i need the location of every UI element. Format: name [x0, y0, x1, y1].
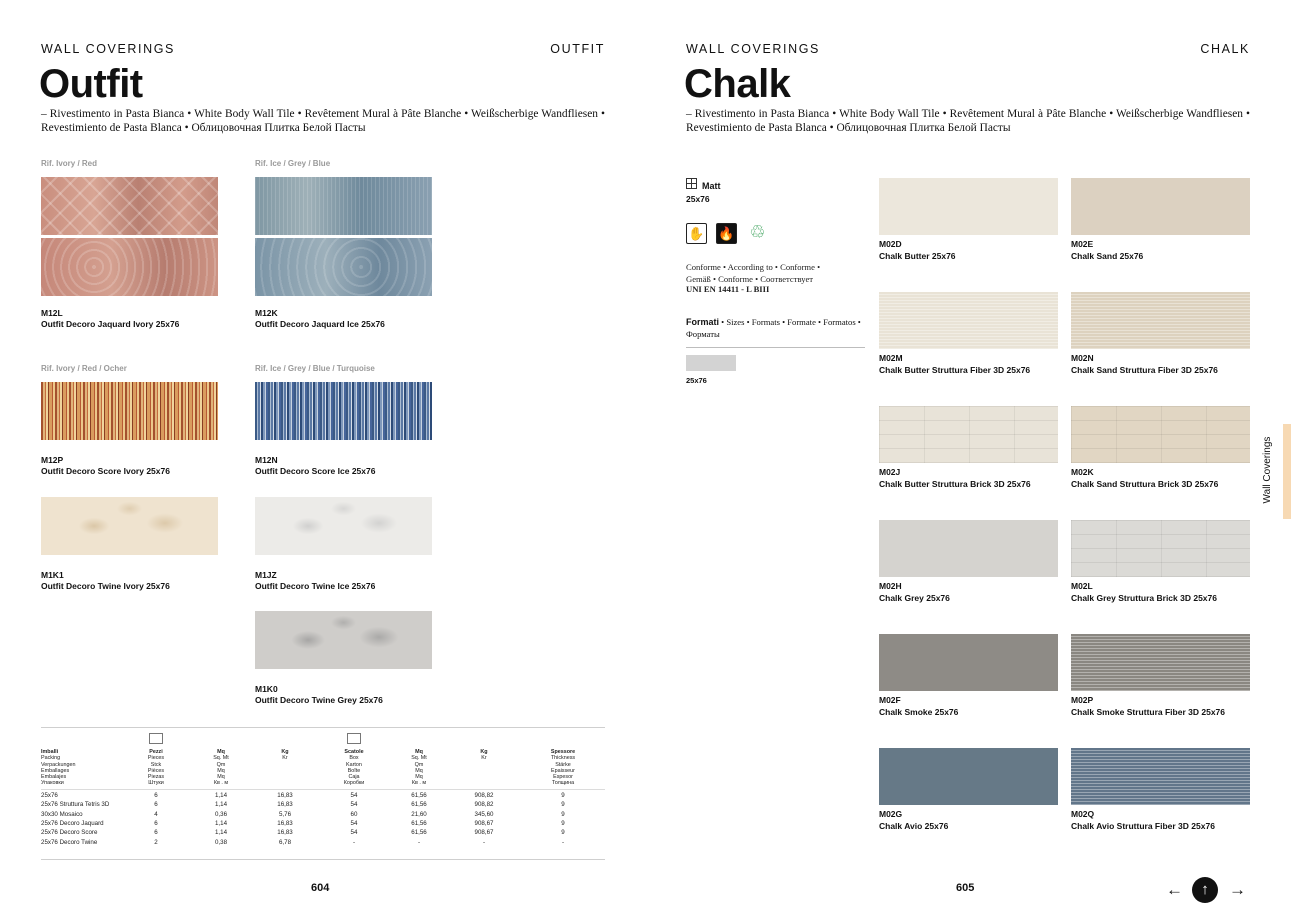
product-name: Chalk Sand Struttura Brick 3D 25x76	[1071, 479, 1219, 489]
page-outfit	[41, 0, 605, 920]
table-cell: 0,36	[214, 810, 228, 818]
product-name: Outfit Decoro Twine Ice 25x76	[255, 581, 376, 591]
table-header-packing: Imballi Packing Verpackungen Emballages Embalajes Упаковки	[41, 749, 76, 787]
table-cell: 25x76 Decoro Score	[41, 829, 98, 837]
product-code: M02D	[879, 239, 902, 249]
table-cell: 16,83	[277, 801, 293, 809]
table-cell: 6	[154, 829, 158, 837]
table-cell: -	[482, 838, 486, 846]
table-cell: 25x76 Struttura Tetris 3D	[41, 801, 110, 809]
table-cell: 9	[561, 810, 565, 818]
tile-swatch	[1071, 748, 1250, 805]
table-cell: 61,56	[411, 829, 427, 837]
tile-swatch	[1071, 292, 1250, 349]
page-chalk	[686, 0, 1250, 920]
table-cell: 6	[154, 819, 158, 827]
product-code: M12P	[41, 455, 64, 465]
divider	[41, 859, 605, 860]
table-header-kg: Kg Kr	[281, 749, 289, 762]
norm-text: UNI EN 14411 - L BIII	[686, 284, 770, 294]
product-code: M02Q	[1071, 809, 1095, 819]
table-cell: 908,82	[474, 792, 494, 799]
tile-swatch	[41, 382, 218, 440]
product-name: Chalk Grey Struttura Brick 3D 25x76	[1071, 593, 1217, 603]
tile-swatch	[255, 382, 432, 440]
product-name: Outfit Decoro Twine Grey 25x76	[255, 695, 383, 705]
product-name: Chalk Avio 25x76	[879, 821, 949, 831]
table-header-sqm: Mq Sq. Mt Qm Mq Mq Кв . м	[213, 749, 229, 787]
table-cell: 54	[350, 819, 358, 827]
product-code: M02M	[879, 353, 903, 363]
table-cell: 16,83	[277, 829, 293, 837]
table-cell: 6	[154, 792, 158, 799]
table-cell: 30x30 Mosaico	[41, 810, 83, 818]
table-cell: 908,67	[474, 829, 494, 837]
next-page-button[interactable]: →	[1229, 880, 1246, 899]
product-code: M12K	[255, 308, 278, 318]
product-name: Chalk Butter 25x76	[879, 251, 956, 261]
table-cell: 16,83	[277, 819, 293, 827]
divider	[686, 347, 865, 348]
tile-swatch	[879, 634, 1058, 691]
prev-page-button[interactable]: ←	[1166, 880, 1183, 899]
tile-swatch	[255, 497, 432, 555]
table-cell: 61,56	[411, 819, 427, 827]
reference-label: Rif. Ivory / Red	[41, 159, 98, 168]
product-name: Chalk Smoke Struttura Fiber 3D 25x76	[1071, 707, 1226, 717]
table-cell: -	[561, 838, 565, 846]
table-cell: 60	[350, 810, 358, 818]
finish-label: Matt	[702, 181, 721, 191]
product-name: Chalk Sand 25x76	[1071, 251, 1144, 261]
product-name: Outfit Decoro Twine Ivory 25x76	[41, 581, 170, 591]
product-code: M02E	[1071, 239, 1094, 249]
matt-finish-icon	[686, 178, 697, 189]
conformity-text: Conforme • According to • Conforme • Gemäß • Conforme • Соответствует	[686, 262, 821, 284]
tile-swatch	[879, 748, 1058, 805]
divider	[41, 727, 605, 728]
section-header: WALL COVERINGS	[686, 42, 820, 56]
table-cell: 54	[350, 792, 358, 799]
table-header-boxes: Scatole Box Karton Boîte Caja Коробки	[343, 749, 365, 787]
tile-swatch	[1071, 178, 1250, 235]
table-cell: 908,67	[474, 819, 494, 827]
product-code: M12N	[255, 455, 278, 465]
product-code: M02N	[1071, 353, 1094, 363]
tile-swatch	[1071, 520, 1250, 577]
table-cell: 0,38	[214, 838, 228, 846]
table-cell: 6	[154, 801, 158, 809]
product-code: M02G	[879, 809, 903, 819]
table-cell: 9	[561, 829, 565, 837]
product-code: M1JZ	[255, 570, 277, 580]
tile-swatch	[1071, 406, 1250, 463]
product-code: M02F	[879, 695, 901, 705]
table-cell: 16,83	[277, 792, 293, 799]
page-subtitle: – Rivestimento in Pasta Bianca • White Body Wall Tile • Revêtement Mural à Pâte Blanche • Weißscherbige Wandfliesen • Revestimiento de Pasta Blanca • Облицовочная Плитка Белой Пасты	[41, 108, 605, 134]
product-name: Outfit Decoro Jaquard Ice 25x76	[255, 319, 385, 329]
table-cell: 345,60	[474, 810, 494, 818]
product-code: M02H	[879, 581, 902, 591]
page-title: Chalk	[684, 62, 791, 106]
product-code: M02P	[1071, 695, 1094, 705]
box-icon	[347, 733, 361, 744]
format-size: 25x76	[686, 376, 707, 385]
table-cell: 1,14	[214, 801, 228, 809]
product-code: M1K0	[255, 684, 278, 694]
table-header-sqm-box: Mq Sq. Mt Qm Mq Mq Кв . м	[411, 749, 427, 787]
tile-swatch	[879, 406, 1058, 463]
formats-block	[686, 316, 866, 340]
recycle-icon: ♲	[749, 222, 766, 242]
product-code: M02J	[879, 467, 901, 477]
page-number: 604	[311, 882, 330, 894]
product-name: Chalk Butter Struttura Fiber 3D 25x76	[879, 365, 1031, 375]
tile-swatch	[255, 177, 432, 235]
table-cell: 25x76 Decoro Jaquard	[41, 819, 104, 827]
table-cell: 9	[561, 819, 565, 827]
table-header-thickness: Spessore Thickness Stärke Epaisseur Espesor Толщина	[550, 749, 576, 787]
table-cell: 4	[154, 810, 158, 818]
table-cell: 1,14	[214, 792, 228, 799]
reference-label: Rif. Ice / Grey / Blue / Turquoise	[255, 364, 375, 373]
product-name: Outfit Decoro Score Ice 25x76	[255, 466, 376, 476]
table-cell: 9	[561, 801, 565, 809]
table-header-kg-box: Kg Kr	[480, 749, 488, 762]
tile-swatch	[879, 178, 1058, 235]
product-name: Chalk Avio Struttura Fiber 3D 25x76	[1071, 821, 1215, 831]
back-to-top-button[interactable]: ↑	[1192, 877, 1218, 903]
table-cell: 25x76 Decoro Twine	[41, 838, 98, 846]
table-cell: 25x76	[41, 792, 58, 799]
section-tab-label: Wall Coverings	[1262, 436, 1273, 504]
formats-translations: • Sizes • Formats • Formate • Formatos • Форматы	[686, 317, 861, 339]
product-code: M02K	[1071, 467, 1094, 477]
table-header-pieces: Pezzi Pieces Stck Pièces Piezas Штуки	[147, 749, 165, 787]
page-subtitle: – Rivestimento in Pasta Bianca • White Body Wall Tile • Revêtement Mural à Pâte Blanche • Weißscherbige Wandfliesen • Revestimiento de Pasta Blanca • Облицовочная Плитка Белой Пасты	[686, 108, 1250, 134]
table-cell: 5,76	[278, 810, 292, 818]
tile-swatch	[41, 497, 218, 555]
table-cell: -	[352, 838, 356, 846]
table-cell: 1,14	[214, 819, 228, 827]
section-header: WALL COVERINGS	[41, 42, 175, 56]
tile-swatch	[879, 520, 1058, 577]
divider	[41, 789, 605, 790]
table-cell: 6,78	[278, 838, 292, 846]
tile-swatch	[255, 611, 432, 669]
table-cell: 9	[561, 792, 565, 799]
series-header: CHALK	[1200, 42, 1250, 56]
finish-size: 25x76	[686, 194, 710, 204]
product-name: Chalk Sand Struttura Fiber 3D 25x76	[1071, 365, 1218, 375]
tile-swatch	[255, 238, 432, 296]
product-code: M12L	[41, 308, 63, 318]
table-cell: 54	[350, 801, 358, 809]
table-cell: 61,56	[411, 801, 427, 809]
format-shape	[686, 355, 736, 371]
page-title: Outfit	[39, 62, 143, 106]
product-name: Outfit Decoro Score Ivory 25x76	[41, 466, 170, 476]
table-cell: 21,60	[411, 810, 427, 818]
product-name: Chalk Grey 25x76	[879, 593, 950, 603]
section-tab[interactable]	[1283, 424, 1291, 519]
table-cell: -	[417, 838, 421, 846]
product-name: Chalk Butter Struttura Brick 3D 25x76	[879, 479, 1031, 489]
series-header: OUTFIT	[550, 42, 605, 56]
piece-icon	[149, 733, 163, 744]
table-cell: 2	[154, 838, 158, 846]
tile-swatch	[879, 292, 1058, 349]
table-cell: 54	[350, 829, 358, 837]
tile-swatch	[41, 238, 218, 296]
tile-swatch	[41, 177, 218, 235]
table-cell: 908,82	[474, 801, 494, 809]
page-number: 605	[956, 882, 975, 894]
table-cell: 61,56	[411, 792, 427, 799]
hand-wash-icon: ✋	[686, 223, 707, 244]
product-name: Chalk Smoke 25x76	[879, 707, 959, 717]
fire-resistant-icon: 🔥	[716, 223, 737, 244]
tile-swatch	[1071, 634, 1250, 691]
table-cell: 1,14	[214, 829, 228, 837]
formats-title: Formati	[686, 317, 720, 327]
reference-label: Rif. Ice / Grey / Blue	[255, 159, 331, 168]
product-code: M1K1	[41, 570, 64, 580]
reference-label: Rif. Ivory / Red / Ocher	[41, 364, 127, 373]
product-name: Outfit Decoro Jaquard Ivory 25x76	[41, 319, 180, 329]
product-code: M02L	[1071, 581, 1093, 591]
